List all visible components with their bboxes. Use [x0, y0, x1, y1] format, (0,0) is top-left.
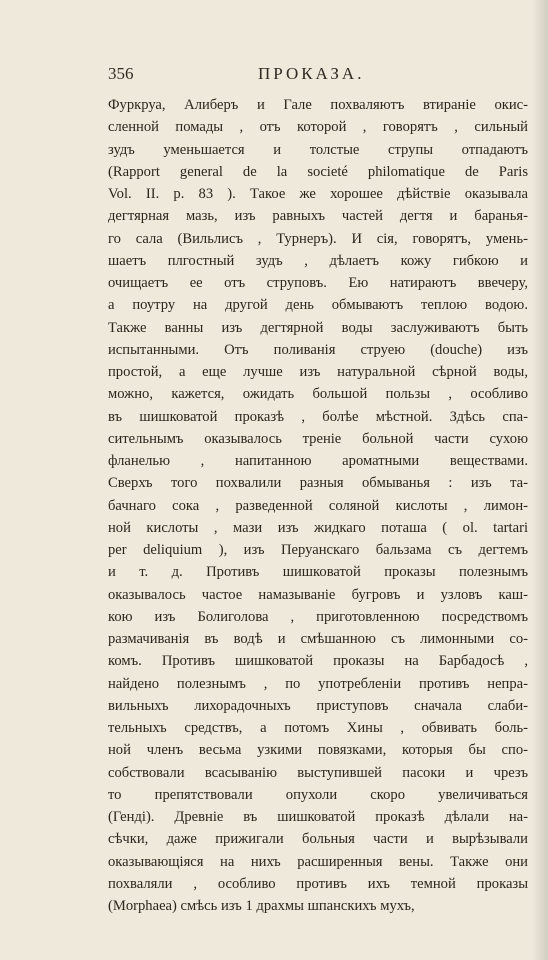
body-text: [108, 94, 528, 917]
text-line: собствовали всасыванiю выступившей пасоки и чрезъ: [108, 764, 528, 781]
text-line: (Morphaea) смѣсь изъ 1 драхмы шпанскихъ мухъ,: [108, 898, 415, 914]
text-line: Фуркруа, Алиберъ и Гале похваляютъ втиранiе окис-: [108, 97, 528, 113]
text-line: бачнаго сока , разведенной соляной кислоты , лимон-: [108, 497, 528, 514]
text-line: испытанными. Отъ поливанiя струею (douche) изъ: [108, 341, 528, 358]
text-line: Также ванны изъ дегтярной воды заслуживаютъ быть: [108, 319, 528, 336]
text-line: сленной помады , отъ которой , говорятъ , сильный: [108, 119, 528, 136]
text-line: ной кислоты , мази изъ жидкаго поташа ( ol. tartari: [108, 519, 528, 536]
text-line: то препятствовали опухоли скоро увеличиваться: [108, 786, 528, 803]
text-line: фланелью , напитанною ароматными веществами.: [108, 453, 528, 469]
text-line: Vol. II. p. 83 ). Такое же хорошее дѣйствiе оказывала: [108, 186, 528, 202]
text-line: per deliquium ), изъ Перуанскаго бальзама съ дегтемъ: [108, 542, 528, 558]
text-line: размачиванiя въ водѣ и смѣшанною съ лимонными со-: [108, 631, 528, 647]
text-line: въ шишковатой проказѣ , болѣе мѣстной. Здѣсь спа-: [108, 408, 528, 425]
text-line: очищаетъ ее отъ струповъ. Ею натираютъ ввечеру,: [108, 275, 528, 291]
text-line: дегтярная мазь, изъ равныхъ частей дегтя и баранья-: [108, 208, 528, 225]
text-line: похваляли , особливо противъ ихъ темной проказы: [108, 875, 528, 892]
text-line: комъ. Противъ шишковатой проказы на Барбадосѣ ,: [108, 653, 528, 670]
text-line: сительнымъ оказывалось тренiе больной части сухою: [108, 430, 528, 447]
text-line: найдено полезнымъ , по употребленiи противъ непра-: [108, 675, 528, 692]
text-line: шаетъ плгостный зудъ , дѣлаетъ кожу гибкою и: [108, 252, 528, 269]
page-edge-shadow: [532, 0, 548, 960]
text-line: Сверхъ того похвалили разныя обмыванья : изъ та-: [108, 475, 528, 492]
text-line: оказывающiяся на нихъ расширенныя вены. Также они: [108, 853, 528, 870]
text-line: ной членъ весьма узкими повязками, которыя бы спо-: [108, 742, 528, 759]
text-line: тельныхъ средствъ, а потомъ Хины , обвивать боль-: [108, 720, 528, 736]
text-line: (Rapport general de la societé philomatique de Paris: [108, 163, 528, 180]
text-line: зудъ уменьшается и толстые струпы отпадаютъ: [108, 141, 528, 158]
page-number: 356: [108, 64, 134, 83]
text-line: сѣчки, даже прижигали больныя части и вырѣзывали: [108, 831, 528, 848]
text-line: кою изъ Болиголова , приготовленною посредствомъ: [108, 608, 528, 625]
text-line: простой, а еще лучше изъ натуральной сѣрной воды,: [108, 364, 528, 380]
text-line: го сала (Вильлисъ , Турнеръ). И сiя, говорятъ, умень-: [108, 230, 528, 247]
text-line: можно, кажется, ожидать большой пользы , особливо: [108, 386, 528, 403]
text-line: (Гендi). Древнiе въ шишковатой проказѣ дѣлали на-: [108, 809, 528, 825]
running-head: ПРОКАЗА.: [258, 64, 365, 83]
page-header: [108, 64, 528, 92]
text-line: а поутру на другой день обмываютъ теплою водою.: [108, 297, 528, 314]
text-line: и т. д. Противъ шишковатой проказы полезнымъ: [108, 564, 528, 581]
text-line: вильныхъ лихорадочныхъ приступовъ сначала слаби-: [108, 697, 528, 714]
text-line: оказывалось частое намазыванiе бугровъ и узловъ каш-: [108, 586, 528, 603]
